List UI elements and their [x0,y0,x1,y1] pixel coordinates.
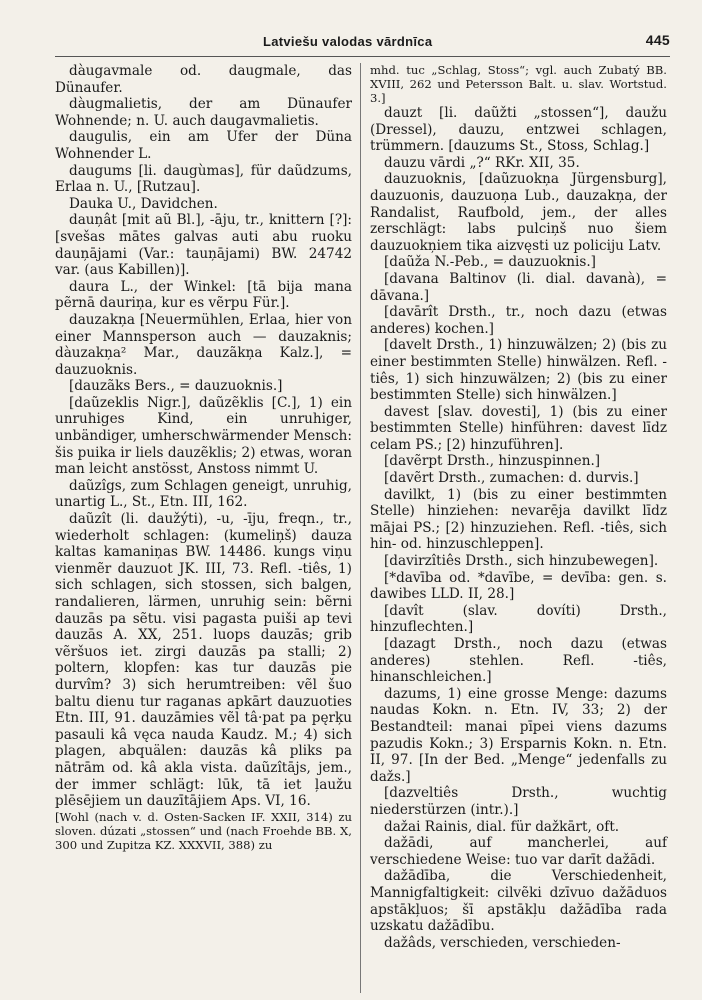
dictionary-entry: [davana Baltinov (li. dial. davanà), = dāvana.] [370,270,667,304]
page-header [55,30,670,52]
dictionary-entry: davilkt, 1) (bis zu einer bestimmten Stelle) hinziehen: nevarēja davilkt līdz mājai PS.; [2) hinzuziehen. Refl. -tiês, sich hin- od. hinzuschleppen]. [370,486,667,553]
left-column [55,63,352,993]
dictionary-entry: dàugavmale od. daugmale, das Dünaufer. [55,63,352,96]
dictionary-entry: [davirzîtiês Drsth., sich hinzubewegen]. [384,553,659,570]
dictionary-entry: dauzt [li. daũžti „stossen“], daužu (Dressel), dauzu, entzwei schlagen, trümmern. [dauzums St., Stoss, Schlag.] [370,105,667,155]
dictionary-entry: [dazagt Drsth., noch dazu (etwas anderes) stehlen. Refl. -tiês, hinanschleichen.] [370,636,667,686]
dictionary-entry: Dauka U., Davidchen. [69,195,218,212]
dictionary-entry: daũzîgs, zum Schlagen geneigt, unruhig, unartig L., St., Etn. III, 162. [55,477,352,511]
dictionary-entry: [davārît Drsth., tr., noch dazu (etwas anderes) kochen.] [370,304,667,337]
text-columns [55,63,670,993]
dictionary-entry: daugulis, ein am Ufer der Düna Wohnender L. [55,129,352,162]
dictionary-entry: dažādi, auf mancherlei, auf verschiedene Weise: tuo var darīt dažādi. [370,835,667,868]
dictionary-entry: dauzuoknis, [daũzuokņa Jürgensburg], dauzuonis, dauzuoņa Lub., dauzakņa, der Randalist, Raufbold, jem., der alles zerschlägt: labs pulciņš nuo šiem dauzuokņiem tika aizvęsti uz policiju Latv. [370,171,667,254]
dictionary-entry: [davelt Drsth., 1) hinzuwälzen; 2) (bis zu einer bestimmten Stelle) hinwälzen. Refl. -tiês, 1) sich hinzuwälzen; 2) (bis zu einer bestimmten Stelle) sich hinwälzen.] [370,337,667,404]
dictionary-entry: daugums [li. daugùmas], für daũdzums, Erlaa n. U., [Rutzau]. [55,162,352,196]
dictionary-entry: [dauzãks Bers., = dauzuoknis.] [69,378,283,395]
dictionary-entry: dauzu vārdi „?“ RKr. XII, 35. [384,154,580,171]
dictionary-entry: [davẽrpt Drsth., hinzuspinnen.] [384,453,601,470]
column-divider [360,63,361,993]
dictionary-entry: [daũzeklis Nigr.], daũzẽklis [C.], 1) ein unruhiges Kind, ein unruhiger, unbändiger, umherschwärmender Mensch: šis puika ir liels dauzẽklis; 2) etwas, woran man leicht anstösst, Anstoss nimmt U. [55,394,352,478]
dictionary-entry: dažai Rainis, dial. für dažkārt, oft. [384,818,620,835]
dictionary-entry: dažâds, verschieden, verschieden- [384,934,621,951]
etymology-note: mhd. tuc „Schlag, Stoss“; vgl. auch Zubatý BB. XVIII, 262 und Petersson Balt. u. slav. Wortstud. 3.] [370,63,667,105]
page-number: 445 [645,32,670,48]
dictionary-entry: [dazveltiês Drsth., wuchtig niederstürzen (intr.).] [370,785,667,818]
dictionary-entry: dauzakņa [Neuermühlen, Erlaa, hier von einer Mannsperson auch — dauzaknis; dàuzakņa² Mar., dauzãkņa Kalz.], = dauzuoknis. [55,311,352,378]
dictionary-entry: [*davība od. *davībe, = devība: gen. s. dawibes LLD. II, 28.] [370,569,667,603]
right-column [370,63,667,993]
header-rule [55,56,670,57]
dictionary-entry: dàugmalietis, der am Dünaufer Wohnende; n. U. auch daugavmalietis. [55,96,352,129]
dictionary-entry: davest [slav. dovesti], 1) (bis zu einer bestimmten Stelle) hinführen: davest līdz celam PS.; [2) hinzuführen]. [370,403,667,453]
dictionary-entry: daura L., der Winkel: [tā bija mana pẽrnā dauriņa, kur es vẽrpu Für.]. [55,278,352,312]
dictionary-entry: dazums, 1) eine grosse Menge: dazums naudas Kokn. n. Etn. IV, 33; 2) der Bestandteil: manai pīpei viens dazums pazudis Kokn.; 3) Ersparnis Kokn. n. Etn. II, 97. [In der Bed. „Menge“ jedenfalls zu dažs.] [370,685,667,785]
running-title: Latviešu valodas vārdnīca [263,34,433,49]
etymology-note: [Wohl (nach v. d. Osten-Sacken IF. XXII, 314) zu sloven. dúzati „stossen“ und (nach Froehde BB. X, 300 und Zupitza KZ. XXXVII, 388) zu [55,809,352,852]
dictionary-entry: [davît (slav. dovíti) Drsth., hinzuflechten.] [370,602,667,636]
dictionary-entry: daũzît (li. daužýti), -u, -īju, freqn., tr., wiederholt schlagen: (kumeliņš) dauza kaltas kamaniņas BW. 14486. kungs viņu vienmẽr dauzuot JK. III, 73. Refl. -tiês, 1) sich schlagen, sich stossen, sich balgen, randalieren, lärmen, unruhig sein: bẽrni dauzās pa sẽtu. visi pagasta puiši ap tevi dauzās A. XX, 251. luops dauzās; grib vẽršuos iet. zirgi dauzās pa stalli; 2) poltern, klopfen: kas tur dauzās pie durvîm? 3) sich herumtreiben: vẽl šuo baltu dienu tur raganas apkārt dauzuoties Etn. III, 91. dauzāmies vẽl tâ·pat pa pęrķu pasauli kâ vęca nauda Kaudz. M.; 4) sich plagen, abquälen: dauzās kâ pliks pa nātrām od. kâ akla vista. daũzîtājs, jem., der immer schlägt: lūk, tā iet ļaužu plēsējiem un dauzītājiem Aps. VI, 16. [55,511,352,810]
dictionary-entry: dauņât [mit aũ Bl.], -āju, tr., knittern [?]: [svešas mātes galvas auti abu ruoku dauņājami (Var.: tauņājami) BW. 24742 var. (aus Kabillen)]. [55,212,352,279]
dictionary-entry: [davẽrt Drsth., zumachen: d. durvis.] [384,470,639,487]
dictionary-entry: dažādība, die Verschiedenheit, Mannigfaltigkeit: cilvẽki dzīvuo dažāduos apstākļuos; šī apstākļu dažādība rada uzskatu dažādību. [370,868,667,935]
dictionary-entry: [daũža N.-Peb., = dauzuoknis.] [384,254,596,271]
